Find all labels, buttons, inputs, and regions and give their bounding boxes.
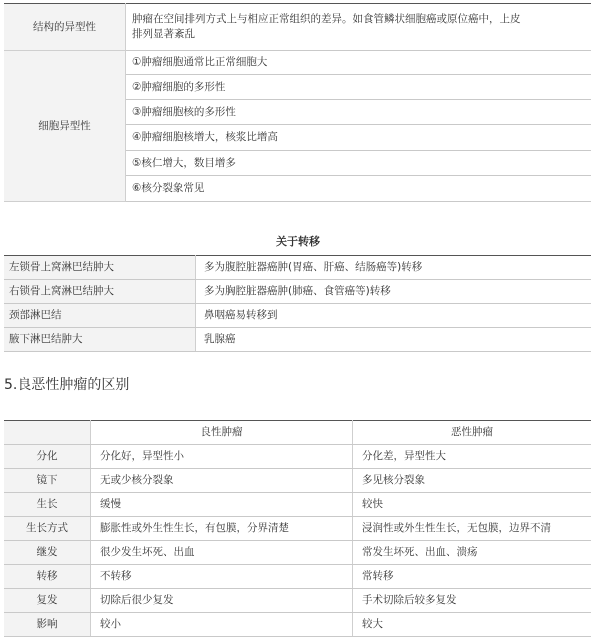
- list-item: ②肿瘤细胞的多形性: [126, 75, 592, 100]
- table-row: [4, 280, 591, 304]
- table-header-row: [4, 421, 591, 445]
- malignant-cell: 常发生坏死、出血、溃疡: [353, 541, 592, 565]
- malignant-cell: 手术切除后较多复发: [353, 589, 592, 613]
- comparison-table: [4, 420, 591, 637]
- malignant-cell: 较大: [353, 613, 592, 637]
- table-row: [4, 445, 591, 469]
- header-malignant: 恶性肿瘤: [353, 421, 592, 445]
- table-row: [4, 469, 591, 493]
- atypia-table: [4, 3, 591, 202]
- metastasis-source: 鼻咽癌易转移到: [196, 304, 592, 328]
- metastasis-heading: 关于转移: [276, 235, 320, 248]
- header-feature: [4, 421, 91, 445]
- cellular-atypia-label: 细胞异型性: [4, 51, 126, 202]
- feature-cell: 生长方式: [4, 517, 91, 541]
- benign-cell: 切除后很少复发: [91, 589, 353, 613]
- malignant-cell: 常转移: [353, 565, 592, 589]
- benign-cell: 分化好，异型性小: [91, 445, 353, 469]
- list-item: ⑥核分裂象常见: [126, 176, 592, 202]
- table-row: [4, 613, 591, 637]
- malignant-cell: 浸润性或外生性生长，无包膜，边界不清: [353, 517, 592, 541]
- desc-line: 排列显著紊乱: [132, 28, 195, 40]
- table-row: [4, 304, 591, 328]
- metastasis-source: 乳腺癌: [196, 328, 592, 352]
- benign-cell: 膨胀性或外生性生长，有包膜，分界清楚: [91, 517, 353, 541]
- feature-cell: 镜下: [4, 469, 91, 493]
- benign-cell: 无或少核分裂象: [91, 469, 353, 493]
- feature-cell: 复发: [4, 589, 91, 613]
- list-item: ④肿瘤细胞核增大，核浆比增高: [126, 125, 592, 151]
- metastasis-source: 多为胸腔脏器癌肿(肺癌、食管癌等)转移: [196, 280, 592, 304]
- table-row: [4, 256, 591, 280]
- metastasis-table: [4, 255, 591, 352]
- desc-line: 肿瘤在空间排列方式上与相应正常组织的差异。如食管鳞状细胞癌或原位癌中，上皮: [132, 13, 521, 25]
- list-item: ③肿瘤细胞核的多形性: [126, 100, 592, 125]
- malignant-cell: 多见核分裂象: [353, 469, 592, 493]
- table-row: [4, 4, 591, 51]
- feature-cell: 转移: [4, 565, 91, 589]
- list-item: ⑤核仁增大，数目增多: [126, 151, 592, 176]
- metastasis-site: 腋下淋巴结肿大: [4, 328, 196, 352]
- feature-cell: 生长: [4, 493, 91, 517]
- section-title: 5.良恶性肿瘤的区别: [4, 377, 130, 393]
- table-row: [4, 589, 591, 613]
- table-row: [4, 565, 591, 589]
- list-item: ①肿瘤细胞通常比正常细胞大: [126, 51, 592, 75]
- table-row: [4, 328, 591, 352]
- benign-cell: 很少发生坏死、出血: [91, 541, 353, 565]
- malignant-cell: 较快: [353, 493, 592, 517]
- metastasis-site: 右锁骨上窝淋巴结肿大: [4, 280, 196, 304]
- metastasis-site: 左锁骨上窝淋巴结肿大: [4, 256, 196, 280]
- header-benign: 良性肿瘤: [91, 421, 353, 445]
- malignant-cell: 分化差，异型性大: [353, 445, 592, 469]
- table-row: [4, 541, 591, 565]
- table-row: [4, 51, 591, 75]
- structural-atypia-label: 结构的异型性: [4, 4, 126, 51]
- benign-cell: 不转移: [91, 565, 353, 589]
- benign-cell: 较小: [91, 613, 353, 637]
- feature-cell: 分化: [4, 445, 91, 469]
- feature-cell: 影响: [4, 613, 91, 637]
- table-row: [4, 517, 591, 541]
- metastasis-source: 多为腹腔脏器癌肿(胃癌、肝癌、结肠癌等)转移: [196, 256, 592, 280]
- table-row: [4, 493, 591, 517]
- metastasis-site: 颈部淋巴结: [4, 304, 196, 328]
- structural-atypia-desc: [126, 4, 592, 51]
- feature-cell: 继发: [4, 541, 91, 565]
- benign-cell: 缓慢: [91, 493, 353, 517]
